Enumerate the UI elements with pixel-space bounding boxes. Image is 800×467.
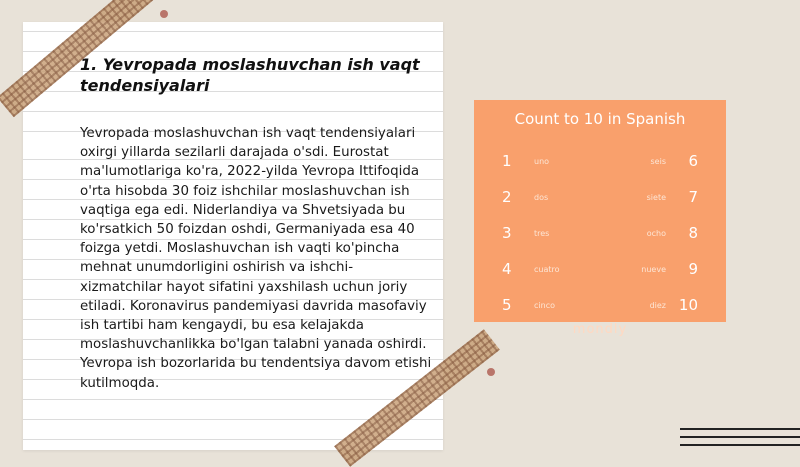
spanish-count-card bbox=[474, 100, 726, 337]
count-row bbox=[474, 296, 726, 320]
card-title: Count to 10 in Spanish bbox=[514, 110, 686, 128]
number-right: 7 bbox=[688, 188, 698, 206]
number-left: 5 bbox=[502, 296, 512, 314]
word-right: seis bbox=[650, 157, 666, 166]
number-right: 8 bbox=[688, 224, 698, 242]
word-right: diez bbox=[649, 301, 666, 310]
word-right: siete bbox=[646, 193, 666, 202]
word-left: cinco bbox=[534, 301, 555, 310]
number-right: 6 bbox=[688, 152, 698, 170]
count-row bbox=[474, 224, 726, 248]
number-right: 10 bbox=[678, 296, 698, 314]
number-left: 3 bbox=[502, 224, 512, 242]
word-right: nueve bbox=[641, 265, 666, 274]
decorative-line-2 bbox=[680, 436, 800, 438]
number-left: 2 bbox=[502, 188, 512, 206]
word-right: ocho bbox=[646, 229, 666, 238]
word-left: uno bbox=[534, 157, 550, 166]
word-left: cuatro bbox=[534, 265, 560, 274]
count-row bbox=[474, 188, 726, 212]
brand-logo: mondly bbox=[572, 322, 628, 337]
count-row bbox=[474, 260, 726, 284]
slide-body-text: Yevropada moslashuvchan ish vaqt tendensiyalari oxirgi yillarda sezilarli darajada o'sdi. Eurostat ma'lumotlariga ko'ra, 2022-yilda Yevropa Ittifoqida o'rta hisobda 30 foiz ishchilar moslashuvchan ish vaqtiga ega edi. Niderlandiya va Shvetsiyada bu ko'rsatkich 50 foizdan oshdi, Germaniyada esa 40 foizga yetdi. Moslashuvchan ish vaqti ko'pincha mehnat unumdorligini oshirish va ishchi-xizmatchilar hayot sifatini yaxshilash uchun joriy etiladi. Koronavirus pandemiyasi davrida masofaviy ish tartibi ham kengaydi, bu esa kelajakda moslashuvchanlikka bo'lgan talabni yanada oshirdi. Yevropa ish bozorlarida bu tendentsiya davom etishi kutilmoqda. bbox=[80, 126, 432, 391]
number-right: 9 bbox=[688, 260, 698, 278]
number-left: 1 bbox=[502, 152, 512, 170]
slide-title: 1. Yevropada moslashuvchan ish vaqt tendensiyalari bbox=[80, 55, 420, 95]
count-row bbox=[474, 152, 726, 176]
word-left: dos bbox=[534, 193, 549, 202]
word-left: tres bbox=[534, 229, 550, 238]
decorative-line-1 bbox=[680, 428, 800, 430]
tape-pin-bottom bbox=[487, 368, 495, 376]
decorative-line-3 bbox=[680, 444, 800, 446]
tape-pin-top bbox=[160, 10, 168, 18]
number-left: 4 bbox=[502, 260, 512, 278]
